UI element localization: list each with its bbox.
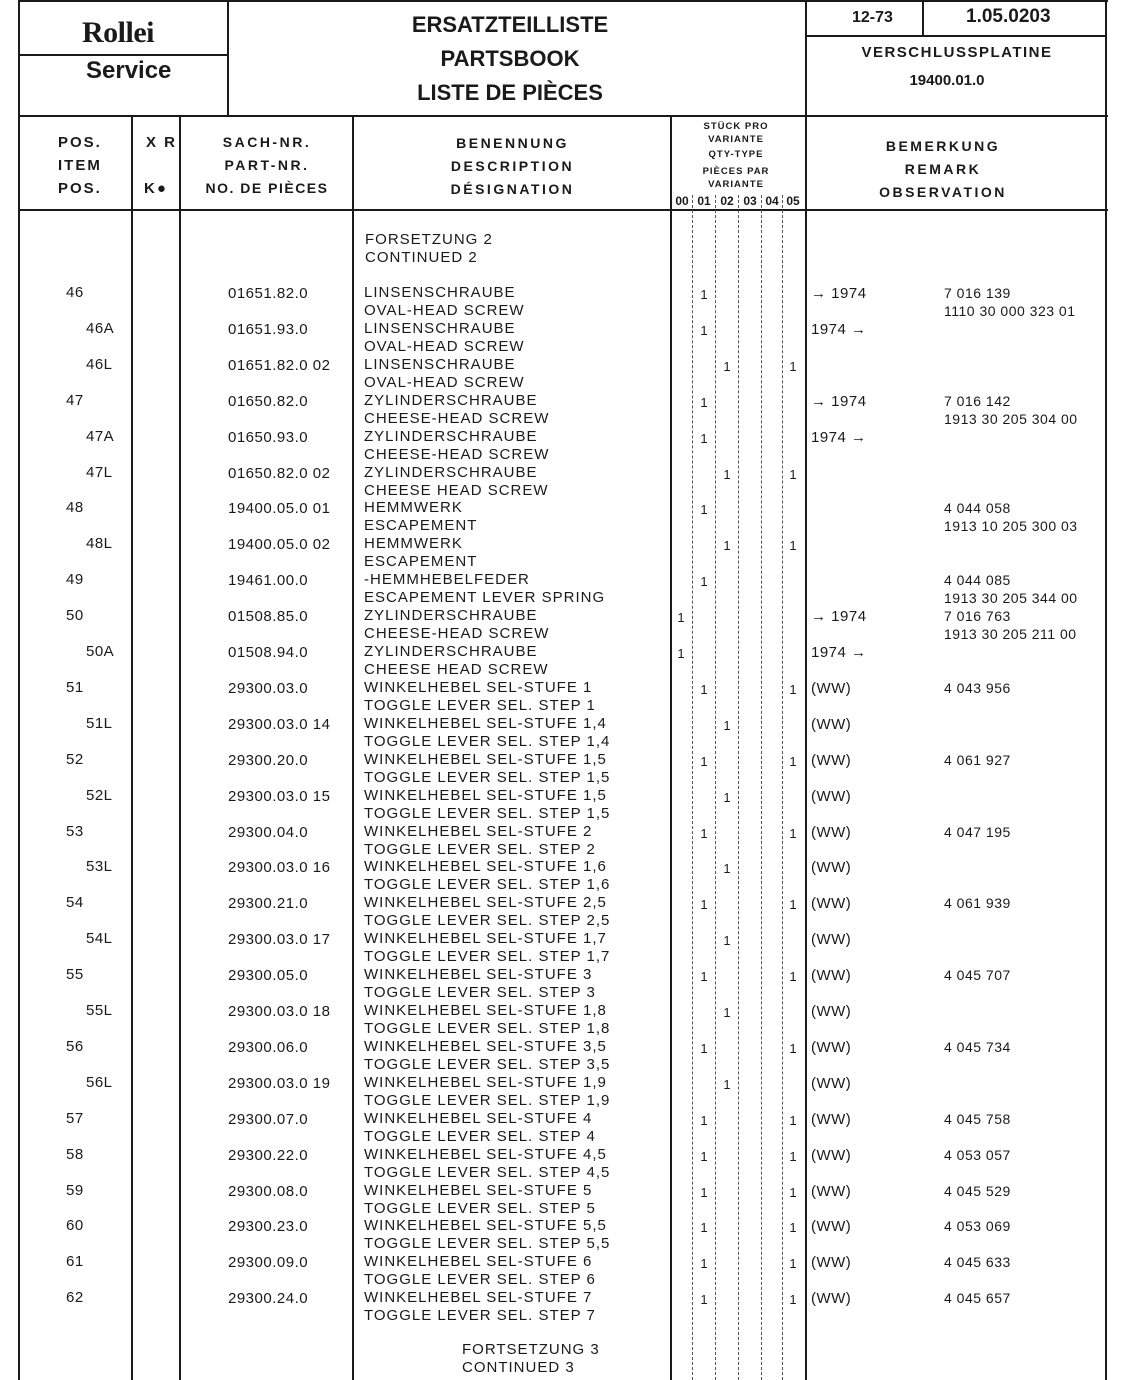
row-remark: 1974 →: [811, 644, 867, 661]
row-part-number: 29300.24.0: [228, 1290, 309, 1307]
col-remark-en: REMARK: [904, 161, 982, 177]
title-line-2: PARTSBOOK: [440, 46, 580, 71]
row-qty-variant-01: 1: [700, 754, 708, 769]
row-qty-variant-05: 1: [789, 359, 797, 374]
col-desc-fr: DÉSIGNATION: [450, 181, 575, 197]
row-pos: 47L: [86, 464, 113, 481]
row-qty-variant-05: 1: [789, 1113, 797, 1128]
row-description-de: WINKELHEBEL SEL-STUFE 1,4: [364, 715, 607, 732]
variant-00: 00: [675, 194, 689, 208]
row-description-de: LINSENSCHRAUBE: [364, 284, 516, 301]
row-remark: (WW): [811, 824, 852, 841]
frame-left-line: [18, 0, 20, 1380]
row-pos: 52: [66, 751, 84, 768]
col-pos-de: POS.: [58, 134, 102, 151]
row-pos: 61: [66, 1253, 84, 1270]
row-part-number: 29300.03.0 19: [228, 1075, 331, 1092]
row-qty-variant-01: 1: [700, 287, 708, 302]
row-reference: 4 044 085: [944, 572, 1011, 588]
continued-bottom-de: FORTSETZUNG 3: [462, 1341, 600, 1358]
row-pos: 50: [66, 607, 84, 624]
row-description-en: ESCAPEMENT LEVER SPRING: [364, 589, 606, 606]
row-description-de: WINKELHEBEL SEL-STUFE 3: [364, 966, 593, 983]
row-reference: 4 061 927: [944, 752, 1011, 768]
row-pos: 53L: [86, 858, 113, 875]
row-qty-variant-01: 1: [700, 1292, 708, 1307]
title-line-3: LISTE DE PIÈCES: [417, 80, 603, 105]
col-ko: K●: [144, 180, 168, 197]
row-pos: 51L: [86, 715, 113, 732]
row-description-en: CHEESE HEAD SCREW: [364, 661, 549, 678]
edition-date: 12-73: [852, 9, 893, 26]
row-part-number: 29300.03.0 14: [228, 716, 331, 733]
row-qty-variant-01: 1: [700, 1256, 708, 1271]
row-remark: (WW): [811, 680, 852, 697]
row-pos: 54L: [86, 930, 113, 947]
variant-01: 01: [697, 194, 711, 208]
row-reference: 4 061 939: [944, 895, 1011, 911]
row-remark: (WW): [811, 1254, 852, 1271]
row-part-number: 29300.05.0: [228, 967, 309, 984]
row-remark: (WW): [811, 1075, 852, 1092]
row-part-number: 29300.08.0: [228, 1183, 309, 1200]
row-part-number: 29300.21.0: [228, 895, 309, 912]
row-qty-variant-02: 1: [723, 1077, 731, 1092]
row-reference-2: 1913 10 205 300 03: [944, 518, 1078, 534]
row-description-en: TOGGLE LEVER SEL. STEP 6: [364, 1271, 596, 1288]
row-reference: 4 045 633: [944, 1254, 1011, 1270]
row-description-en: TOGGLE LEVER SEL. STEP 1,5: [364, 805, 611, 822]
row-part-number: 29300.03.0 17: [228, 931, 331, 948]
row-qty-variant-05: 1: [789, 467, 797, 482]
row-reference-2: 1913 30 205 304 00: [944, 411, 1078, 427]
col-divider-xr: [179, 117, 181, 1380]
row-qty-variant-01: 1: [700, 897, 708, 912]
row-qty-variant-00: 1: [677, 610, 685, 625]
qty-head-1: STÜCK PRO: [703, 121, 769, 132]
row-part-number: 29300.23.0: [228, 1218, 309, 1235]
row-description-de: HEMMWERK: [364, 535, 463, 552]
row-remark: (WW): [811, 788, 852, 805]
row-pos: 46L: [86, 356, 113, 373]
row-pos: 47: [66, 392, 84, 409]
variant-line-03: [738, 195, 740, 1380]
row-description-en: TOGGLE LEVER SEL. STEP 5,5: [364, 1235, 611, 1252]
row-part-number: 29300.22.0: [228, 1147, 309, 1164]
row-pos: 47A: [86, 428, 115, 445]
variant-line-02: [715, 195, 717, 1380]
row-description-de: LINSENSCHRAUBE: [364, 320, 516, 337]
row-description-en: TOGGLE LEVER SEL. STEP 2: [364, 841, 596, 858]
row-part-number: 29300.03.0: [228, 680, 309, 697]
row-remark: (WW): [811, 1183, 852, 1200]
row-description-en: TOGGLE LEVER SEL. STEP 1,6: [364, 876, 611, 893]
row-pos: 48: [66, 499, 84, 516]
row-qty-variant-05: 1: [789, 1185, 797, 1200]
row-reference: 4 045 734: [944, 1039, 1011, 1055]
variant-05: 05: [786, 194, 800, 208]
row-description-en: TOGGLE LEVER SEL. STEP 2,5: [364, 912, 611, 929]
row-part-number: 19461.00.0: [228, 572, 309, 589]
row-description-en: TOGGLE LEVER SEL. STEP 1,9: [364, 1092, 611, 1109]
row-part-number: 29300.09.0: [228, 1254, 309, 1271]
row-description-de: ZYLINDERSCHRAUBE: [364, 392, 538, 409]
row-qty-variant-02: 1: [723, 861, 731, 876]
column-header-line: [18, 209, 1108, 211]
row-description-en: TOGGLE LEVER SEL. STEP 5: [364, 1200, 596, 1217]
row-qty-variant-01: 1: [700, 682, 708, 697]
frame-right-line: [1105, 0, 1107, 1380]
row-part-number: 29300.06.0: [228, 1039, 309, 1056]
row-description-en: TOGGLE LEVER SEL. STEP 4: [364, 1128, 596, 1145]
variant-03: 03: [743, 194, 757, 208]
row-remark: → 1974: [811, 285, 867, 302]
row-part-number: 29300.03.0 15: [228, 788, 331, 805]
row-description-en: ESCAPEMENT: [364, 517, 478, 534]
row-description-de: WINKELHEBEL SEL-STUFE 1: [364, 679, 593, 696]
row-pos: 46: [66, 284, 84, 301]
row-description-de: WINKELHEBEL SEL-STUFE 3,5: [364, 1038, 607, 1055]
col-pos-en: ITEM: [58, 157, 102, 174]
row-qty-variant-05: 1: [789, 1149, 797, 1164]
row-pos: 58: [66, 1146, 84, 1163]
qty-head-2: VARIANTE: [708, 134, 764, 145]
row-description-de: WINKELHEBEL SEL-STUFE 1,9: [364, 1074, 607, 1091]
col-divider-pos: [131, 117, 133, 1380]
row-description-en: CHEESE-HEAD SCREW: [364, 625, 550, 642]
row-reference: 4 045 707: [944, 967, 1011, 983]
row-pos: 56L: [86, 1074, 113, 1091]
row-description-de: WINKELHEBEL SEL-STUFE 1,6: [364, 858, 607, 875]
col-pos-fr: POS.: [58, 180, 102, 197]
row-remark: → 1974: [811, 393, 867, 410]
row-qty-variant-05: 1: [789, 1220, 797, 1235]
row-qty-variant-02: 1: [723, 790, 731, 805]
row-pos: 48L: [86, 535, 113, 552]
row-pos: 60: [66, 1217, 84, 1234]
row-part-number: 01651.93.0: [228, 321, 309, 338]
row-reference: 4 045 529: [944, 1183, 1011, 1199]
variant-line-05: [782, 195, 784, 1380]
brand-logo: Rollei: [82, 16, 154, 49]
row-description-de: WINKELHEBEL SEL-STUFE 4: [364, 1110, 593, 1127]
row-remark: (WW): [811, 1039, 852, 1056]
row-reference: 4 044 058: [944, 500, 1011, 516]
row-reference: 7 016 142: [944, 393, 1011, 409]
row-qty-variant-01: 1: [700, 574, 708, 589]
row-reference-2: 1913 30 205 211 00: [944, 626, 1077, 642]
variant-line-01: [692, 195, 694, 1380]
row-qty-variant-02: 1: [723, 359, 731, 374]
row-description-en: OVAL-HEAD SCREW: [364, 338, 525, 355]
row-description-de: WINKELHEBEL SEL-STUFE 1,8: [364, 1002, 607, 1019]
row-description-en: OVAL-HEAD SCREW: [364, 374, 525, 391]
row-reference: 7 016 139: [944, 285, 1011, 301]
row-qty-variant-01: 1: [700, 1149, 708, 1164]
row-description-en: TOGGLE LEVER SEL. STEP 4,5: [364, 1164, 611, 1181]
col-remark-de: BEMERKUNG: [885, 138, 1001, 154]
row-remark: (WW): [811, 1147, 852, 1164]
row-description-de: WINKELHEBEL SEL-STUFE 2: [364, 823, 593, 840]
row-qty-variant-01: 1: [700, 431, 708, 446]
row-pos: 50A: [86, 643, 115, 660]
row-description-de: ZYLINDERSCHRAUBE: [364, 643, 538, 660]
row-qty-variant-05: 1: [789, 826, 797, 841]
row-qty-variant-01: 1: [700, 395, 708, 410]
row-description-de: ZYLINDERSCHRAUBE: [364, 607, 538, 624]
row-remark: (WW): [811, 716, 852, 733]
row-description-en: CHEESE HEAD SCREW: [364, 482, 549, 499]
document-number: 1.05.0203: [966, 6, 1051, 27]
row-reference: 4 053 057: [944, 1147, 1011, 1163]
row-remark: (WW): [811, 967, 852, 984]
logo-divider: [18, 54, 228, 56]
row-description-en: TOGGLE LEVER SEL. STEP 3: [364, 984, 596, 1001]
row-description-de: WINKELHEBEL SEL-STUFE 5,5: [364, 1217, 607, 1234]
row-description-en: OVAL-HEAD SCREW: [364, 302, 525, 319]
row-remark: (WW): [811, 931, 852, 948]
row-description-de: WINKELHEBEL SEL-STUFE 1,7: [364, 930, 607, 947]
col-remark-fr: OBSERVATION: [879, 184, 1007, 200]
row-part-number: 29300.20.0: [228, 752, 309, 769]
title-line-1: ERSATZTEILLISTE: [411, 12, 609, 37]
row-qty-variant-05: 1: [789, 682, 797, 697]
row-remark: 1974 →: [811, 321, 867, 338]
row-reference-2: 1913 30 205 344 00: [944, 590, 1078, 606]
row-pos: 49: [66, 571, 84, 588]
qty-head-5: VARIANTE: [708, 179, 764, 190]
row-part-number: 19400.05.0 01: [228, 500, 331, 517]
row-description-en: TOGGLE LEVER SEL. STEP 3,5: [364, 1056, 611, 1073]
row-description-de: ZYLINDERSCHRAUBE: [364, 428, 538, 445]
row-reference: 4 045 657: [944, 1290, 1011, 1306]
variant-04: 04: [765, 194, 779, 208]
row-remark: (WW): [811, 859, 852, 876]
row-pos: 56: [66, 1038, 84, 1055]
row-qty-variant-01: 1: [700, 1185, 708, 1200]
row-qty-variant-01: 1: [700, 969, 708, 984]
continued-bottom-en: CONTINUED 3: [462, 1359, 575, 1376]
row-description-en: CHEESE-HEAD SCREW: [364, 446, 550, 463]
col-divider-desc: [670, 117, 672, 1380]
service-label: Service: [86, 57, 172, 84]
row-reference: 7 016 763: [944, 608, 1011, 624]
row-pos: 46A: [86, 320, 115, 337]
row-part-number: 29300.04.0: [228, 824, 309, 841]
row-remark: (WW): [811, 1218, 852, 1235]
row-description-de: WINKELHEBEL SEL-STUFE 4,5: [364, 1146, 607, 1163]
row-description-en: TOGGLE LEVER SEL. STEP 7: [364, 1307, 596, 1324]
row-description-de: WINKELHEBEL SEL-STUFE 7: [364, 1289, 593, 1306]
col-part-de: SACH-NR.: [222, 134, 312, 150]
row-description-en: TOGGLE LEVER SEL. STEP 1,4: [364, 733, 611, 750]
row-part-number: 01650.93.0: [228, 429, 309, 446]
variant-line-04: [761, 195, 763, 1380]
row-remark: (WW): [811, 752, 852, 769]
row-qty-variant-01: 1: [700, 826, 708, 841]
row-qty-variant-01: 1: [700, 323, 708, 338]
variant-02: 02: [720, 194, 734, 208]
row-qty-variant-01: 1: [700, 1220, 708, 1235]
row-reference: 4 053 069: [944, 1218, 1011, 1234]
row-qty-variant-02: 1: [723, 467, 731, 482]
row-remark: 1974 →: [811, 429, 867, 446]
row-qty-variant-02: 1: [723, 718, 731, 733]
row-qty-variant-01: 1: [700, 502, 708, 517]
row-qty-variant-00: 1: [677, 646, 685, 661]
row-part-number: 01650.82.0: [228, 393, 309, 410]
header-divider-left: [227, 0, 229, 116]
row-pos: 54: [66, 894, 84, 911]
row-qty-variant-05: 1: [789, 754, 797, 769]
row-remark: → 1974: [811, 608, 867, 625]
row-part-number: 19400.05.0 02: [228, 536, 331, 553]
date-divider: [922, 0, 924, 36]
row-remark: (WW): [811, 1290, 852, 1307]
assembly-name: VERSCHLUSSPLATINE: [861, 44, 1053, 61]
col-divider-part: [352, 117, 354, 1380]
row-description-de: WINKELHEBEL SEL-STUFE 1,5: [364, 751, 607, 768]
row-qty-variant-05: 1: [789, 897, 797, 912]
row-qty-variant-02: 1: [723, 933, 731, 948]
row-description-de: ZYLINDERSCHRAUBE: [364, 464, 538, 481]
row-qty-variant-05: 1: [789, 1041, 797, 1056]
row-part-number: 29300.07.0: [228, 1111, 309, 1128]
remark-divider: [805, 0, 807, 1380]
row-pos: 55: [66, 966, 84, 983]
row-part-number: 29300.03.0 16: [228, 859, 331, 876]
row-description-en: TOGGLE LEVER SEL. STEP 1: [364, 697, 596, 714]
row-description-de: WINKELHEBEL SEL-STUFE 5: [364, 1182, 593, 1199]
row-qty-variant-01: 1: [700, 1041, 708, 1056]
row-pos: 55L: [86, 1002, 113, 1019]
row-remark: (WW): [811, 1111, 852, 1128]
row-qty-variant-02: 1: [723, 538, 731, 553]
row-description-de: -HEMMHEBELFEDER: [364, 571, 530, 588]
row-part-number: 01651.82.0: [228, 285, 309, 302]
row-description-de: HEMMWERK: [364, 499, 463, 516]
row-description-de: WINKELHEBEL SEL-STUFE 1,5: [364, 787, 607, 804]
row-qty-variant-02: 1: [723, 1005, 731, 1020]
col-xr: X R: [146, 134, 178, 151]
row-pos: 59: [66, 1182, 84, 1199]
row-pos: 53: [66, 823, 84, 840]
qty-head-4: PIÈCES PAR: [702, 166, 770, 177]
col-desc-en: DESCRIPTION: [450, 158, 575, 174]
row-pos: 62: [66, 1289, 84, 1306]
row-description-de: LINSENSCHRAUBE: [364, 356, 516, 373]
row-part-number: 01508.94.0: [228, 644, 309, 661]
row-description-en: TOGGLE LEVER SEL. STEP 1,5: [364, 769, 611, 786]
row-part-number: 29300.03.0 18: [228, 1003, 331, 1020]
row-qty-variant-05: 1: [789, 538, 797, 553]
row-pos: 57: [66, 1110, 84, 1127]
row-description-en: TOGGLE LEVER SEL. STEP 1,7: [364, 948, 611, 965]
assembly-number: 19400.01.0: [909, 72, 985, 89]
row-description-en: ESCAPEMENT: [364, 553, 478, 570]
frame-top-line: [18, 0, 1108, 2]
row-remark: (WW): [811, 1003, 852, 1020]
row-reference-2: 1110 30 000 323 01: [944, 303, 1076, 319]
row-reference: 4 045 758: [944, 1111, 1011, 1127]
row-qty-variant-05: 1: [789, 969, 797, 984]
continued-top-en: CONTINUED 2: [365, 249, 478, 266]
row-qty-variant-01: 1: [700, 1113, 708, 1128]
row-description-de: WINKELHEBEL SEL-STUFE 2,5: [364, 894, 607, 911]
row-description-de: WINKELHEBEL SEL-STUFE 6: [364, 1253, 593, 1270]
row-part-number: 01508.85.0: [228, 608, 309, 625]
col-desc-de: BENENNUNG: [456, 135, 569, 151]
row-qty-variant-05: 1: [789, 1256, 797, 1271]
row-reference: 4 047 195: [944, 824, 1011, 840]
header-bottom-line: [18, 115, 1108, 117]
qty-head-3: QTY-TYPE: [708, 149, 764, 160]
row-part-number: 01651.82.0 02: [228, 357, 331, 374]
date-line: [805, 35, 1107, 37]
row-pos: 51: [66, 679, 84, 696]
row-qty-variant-05: 1: [789, 1292, 797, 1307]
row-part-number: 01650.82.0 02: [228, 465, 331, 482]
row-description-en: CHEESE-HEAD SCREW: [364, 410, 550, 427]
row-remark: (WW): [811, 895, 852, 912]
col-part-fr: NO. DE PIÈCES: [205, 180, 329, 196]
col-part-en: PART-NR.: [224, 157, 310, 173]
continued-top-de: FORSETZUNG 2: [365, 231, 493, 248]
row-reference: 4 043 956: [944, 680, 1011, 696]
row-description-en: TOGGLE LEVER SEL. STEP 1,8: [364, 1020, 611, 1037]
row-pos: 52L: [86, 787, 113, 804]
